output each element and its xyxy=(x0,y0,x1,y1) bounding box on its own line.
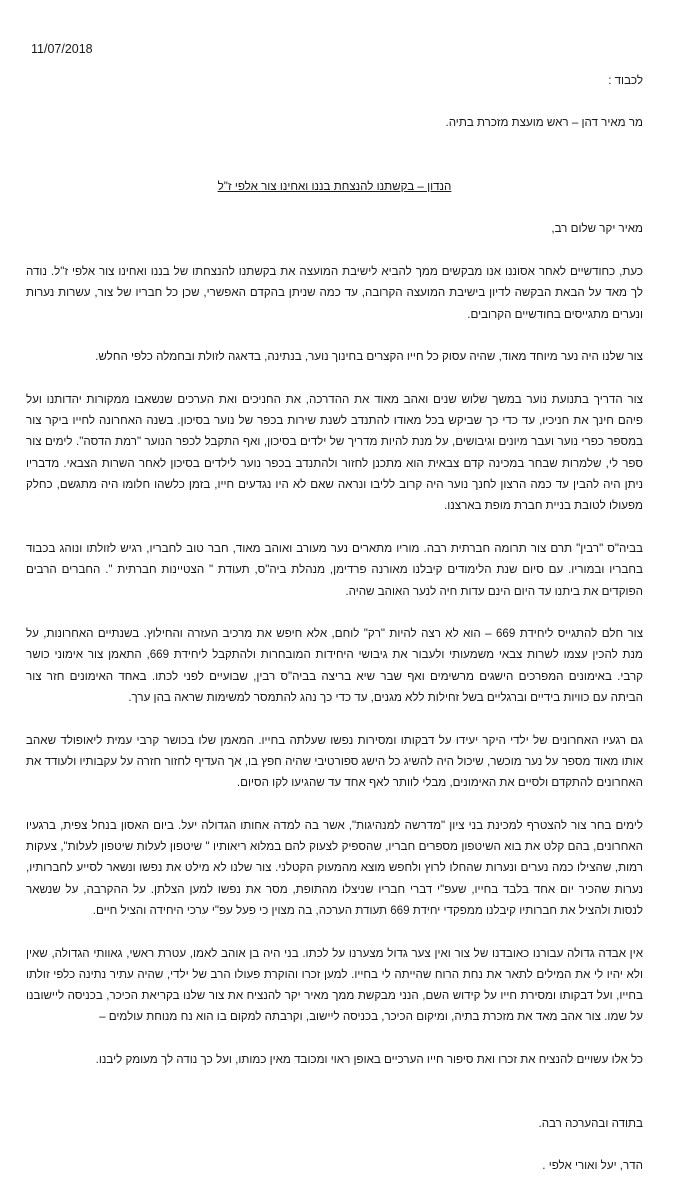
paragraph: כעת, כחודשיים לאחר אסוננו אנו מבקשים ממך להביא לישיבת המועצה את בקשתנו להנצחתו של בננו ואחינו צור אלפי ז"ל. נודה לך מאד על הבאת הבקשה לדיון בישיבת המועצה הקרובה, עד כמה שניתן בהקדם האפשרי, שכן כל חבריו של צור, עשרות נערות ונערים מתגייסים בחודשיים הקרובים. xyxy=(26,265,643,321)
letter-date: 11/07/2018 xyxy=(31,42,93,56)
spacer xyxy=(26,91,643,112)
paragraph: צור חלם להתגייס ליחידת 669 – הוא לא רצה להיות "רק" לוחם, אלא חיפש את מרכיב העזרה והחילוץ. בשנתיים האחרונות, על מנת להכין עצמו לשרות צבאי משמעותי ולעבור את גיבושי היחידות המובחרות ולהתקבל ליחידת 669, התאמן צור אימוני כושר קרבי. באימונים המפרכים הישגים מרשימים ואף שבר שיא בריצה בביה"ס רבין, שבועיים לפני לכתו. באחד האימונים חזר צור הביתה עם כוויות בידיים וברגליים בשל זחילות ללא מגנים, עד כדי כך נהג להתמסר למשימות שראה בהן ערך. xyxy=(26,627,644,705)
letter-subject: הנדון – בקשתנו להנצחת בננו ואחינו צור אלפי ז"ל xyxy=(217,179,452,193)
paragraph: צור הדריך בתנועת נוער במשך שלוש שנים ואהב מאוד את ההדרכה, את החניכים ואת הערכים שנשאבו ממקורות יהדותנו ועל פיהם חינך את חניכיו, עד כדי כך שביקש בכל מאודו להתנדב לשנת שירות בכפר של נוער בסיכון. בשנה האחרונה לחייו ביקר צור במספר כפרי נוער ועבר מיונים וגיבושים, על מנת להיות מדריך של ילדים בסיכון, ואף התקבל לכפר הנוער "רמת הדסה". לימים צור ספר לי, שלמרות שבחר במכינה קדם צבאית הוא מתכנן לחזור ולהתנדב בכפר נוער לילדים בסיכון לאחר השרות הצבאי. מדבריו ניתן היה להבין עד כמה הרצון לחנך נוער היה קרוב לליבו ונראה שאם לא היו נגדעים חייו, בזמן כלשהו חלומו היה מתגשם, כחלק מפעולו לטובת בניית חברת מופת בארצנו. xyxy=(26,392,643,513)
recipient-label: לכבוד : xyxy=(608,74,643,87)
spacer xyxy=(26,155,643,176)
paragraph: אין אבדה גדולה עבורנו כאובדנו של צור ואין צער גדול מצערנו על לכתו. בני היה בן אוהב לאמו, עטרת ראשי, גאוותי הגדולה, שאין ולא יהיו לי את המילים לתאר את נחת הרוח שהייתה לי בחייו. למען זכרו והוקרת פעולו הרב של ילדי, שהיה עתיר נתינה כלפי זולתו בחייו, ועל דבקותו ומסירת חייו על קידוש השם, הנני מבקשת ממך מאיר יקר להנציח את צור שלנו בקריאת הכיכר, בכניסה ליישובנו על שמו. צור אהב מאד את מזכרת בתיה, ומיקום הכיכר, בכניסה ליישוב, וקרבתה למקום בו הוא נח מנוחת עולמים – xyxy=(26,946,643,1024)
letter-closing: בתודה ובהערכה רבה. xyxy=(538,1116,643,1130)
letter-greeting: מאיר יקר שלום רב, xyxy=(551,222,643,236)
paragraph: בביה"ס "רבין" תרם צור תרומה חברתית רבה. מוריו מתארים נער מעורב ואוהב מאוד, חבר טוב לחבריו, רגיש לזולתו ונוהג בכבוד בחבריו ובמוריו. עם סיום שנת הלימודים קיבלנו מאורנה פרדימן, מנהלת ביה"ס, תעודת " הצטיינות חברתית ". החברים הרבים הפוקדים את ביתנו עד היום הינם עדות חיה לנער האוהב שהיה. xyxy=(26,541,643,598)
paragraph: לימים בחר צור להצטרף למכינת בני ציון "מדרשה למנהיגות", אשר בה למדה אחותו הגדולה יעל. ביום האסון בנחל צפית, ברגעיו האחרונים, בהם קלט את בוא השיטפון מספרים חבריו, שהספיק לצעוק להם במלוא ריאותיו " שיטפון לעלות שיטפון לעלות", צעקות רמות, שהצילו כמה נערים ונערות שהחלו לרוץ ולחפש מוצא מהמעוק הקטלני. צור שלנו לא מילט את נפשו ונשאר לסייע לחברותיו, נערות שהכיר יום אחד בלבד בחייו, שעפ"י דברי חבריו שניצלו מהתופת, מסר את נפשו למען הצלתן. על ההקרבה, על שנשאר לנסות ולהציל את חברותיו קיבלנו ממפקדי יחידת 669 תעודת הערכה, בה מצוין כי פעל עפ"י ערכי היחידה והציל חיים. xyxy=(26,818,643,917)
paragraph: צור שלנו היה נער מיוחד מאוד, שהיה עסוק כל חייו הקצרים בחינוך נוער, בנתינה, בדאגה לזולת ובחמלה כלפי החלש. xyxy=(95,350,643,364)
spacer xyxy=(26,1092,643,1113)
letter-body xyxy=(26,70,643,1177)
recipient-name: מר מאיר דהן – ראש מועצת מזכרת בתיה. xyxy=(445,116,643,130)
paragraph: גם רגעיו האחרונים של ילדי היקר יעידו על דבקותו ומסירות נפשו שעלתה בחייו. המאמן שלו בכושר קרבי עמית ליאופולד שאהב אותו מאוד מספר על נער מוכשר, שיכול היה להשיג כל הישג ספורטיבי שהיה חפץ בו, אך העדיף לחזור חזרה על עקבותיו ולעודד את האחרונים להתקדם ולסיים את האימונים, מבלי לוותר לאף אחד עד שהגיעו לקו הסיום. xyxy=(26,733,643,790)
letter-signature: הדר, יעל ואורי אלפי . xyxy=(542,1159,643,1173)
paragraph: כל אלו עשויים להנציח את זכרו ואת סיפור חייו הערכיים באופן ראוי ומכובד מאין כמותו, ועל כך נודה לך מעומק ליבנו. xyxy=(95,1053,643,1067)
